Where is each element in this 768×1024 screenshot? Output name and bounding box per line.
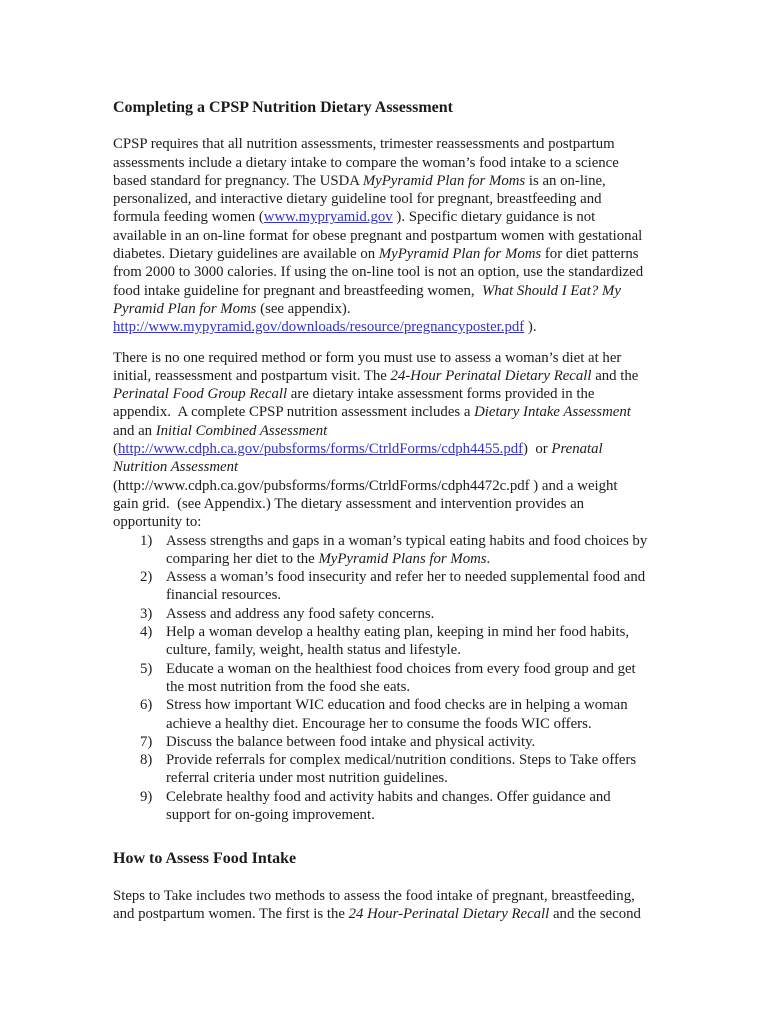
text-line — [113, 245, 733, 263]
italic-text-run: Nutrition Assessment — [113, 459, 239, 476]
text-run: ) or — [523, 441, 552, 458]
list-item — [113, 568, 733, 605]
text-run: and the — [591, 367, 639, 384]
text-line — [113, 403, 733, 421]
text-run: gain grid. (see Appendix.) The dietary assessment and intervention provides an — [113, 495, 585, 512]
italic-text-run: Perinatal Food Group Recall — [113, 386, 288, 403]
text-run: Discuss the balance between food intake and physical activity. — [166, 733, 536, 750]
text-run: CPSP requires that all nutrition assessments, trimester reassessments and postpartum — [113, 136, 615, 153]
text-run: Celebrate healthy food and activity habits and changes. Offer guidance and — [166, 788, 611, 805]
list-item-body — [166, 605, 733, 623]
italic-text-run: 24 Hour-Perinatal Dietary Recall — [348, 905, 550, 922]
text-line — [113, 318, 733, 336]
text-line — [113, 440, 733, 458]
text-run: ). Specific dietary guidance is not — [392, 209, 596, 226]
hyperlink[interactable]: http://www.cdph.ca.gov/pubsforms/forms/CtrldForms/cdph4455.pdf — [117, 441, 524, 458]
text-run: culture, family, weight, health status and lifestyle. — [166, 642, 461, 659]
text-run: personalized, and interactive dietary guideline tool for pregnant, breastfeeding and — [113, 191, 602, 208]
italic-text-run: 24-Hour Perinatal Dietary Recall — [390, 367, 592, 384]
text-run: achieve a healthy diet. Encourage her to consume the foods WIC offers. — [166, 715, 592, 732]
text-run: support for on-going improvement. — [166, 806, 375, 823]
italic-text-run: Initial Combined Assessment — [155, 422, 328, 439]
text-line — [166, 605, 733, 623]
text-line — [113, 385, 733, 403]
text-line — [166, 715, 733, 733]
text-run: appendix. A complete CPSP nutrition assessment includes a — [113, 404, 475, 421]
text-line — [113, 458, 733, 476]
text-run: and the second — [549, 905, 641, 922]
list-item-number: 1) — [140, 532, 153, 549]
text-line — [166, 550, 733, 568]
list-item — [113, 623, 733, 660]
italic-text-run: MyPyramid Plan for Moms — [362, 172, 526, 189]
text-line — [113, 263, 733, 281]
text-run: referral criteria under most nutrition guidelines. — [166, 770, 448, 787]
list-item-number: 6) — [140, 697, 153, 714]
text-run: There is no one required method or form you must use to assess a woman’s diet at her — [113, 349, 622, 366]
text-line — [166, 788, 733, 806]
italic-text-run: MyPyramid Plan for Moms — [378, 246, 542, 263]
text-run: comparing her diet to the — [166, 550, 319, 567]
text-run: (see appendix). — [256, 300, 351, 317]
text-line — [113, 422, 733, 440]
text-run: is an on-line, — [525, 172, 606, 189]
text-run: formula feeding women ( — [113, 209, 264, 226]
italic-text-run: What Should I Eat? My — [481, 282, 621, 299]
text-run: ( — [113, 441, 118, 458]
list-item-number: 4) — [140, 624, 153, 641]
list-item — [113, 733, 733, 751]
list-item-number: 7) — [140, 733, 153, 750]
text-run: Assess a woman’s food insecurity and refer her to needed supplemental food and — [166, 569, 646, 586]
document-content — [113, 99, 733, 923]
list-item-number: 5) — [140, 660, 153, 677]
text-line — [113, 190, 733, 208]
text-run: opportunity to: — [113, 514, 202, 531]
methods-paragraph — [113, 349, 733, 532]
text-run: (http://www.cdph.ca.gov/pubsforms/forms/CtrldForms/cdph4472c.pdf ) and a weight — [113, 477, 618, 494]
text-line — [166, 586, 733, 604]
text-line — [166, 806, 733, 824]
text-line — [166, 660, 733, 678]
text-run: available in an on-line format for obese pregnant and postpartum women with gestational — [113, 227, 643, 244]
text-run: diabetes. Dietary guidelines are available on — [113, 246, 379, 263]
text-line — [166, 641, 733, 659]
text-run: from 2000 to 3000 calories. If using the on-line tool is not an option, use the standardized — [113, 264, 644, 281]
text-line — [166, 623, 733, 641]
intro-paragraph — [113, 135, 733, 336]
italic-text-run: Prenatal — [551, 441, 603, 458]
text-line — [166, 769, 733, 787]
list-item-number: 9) — [140, 788, 153, 805]
text-line — [113, 282, 733, 300]
text-line — [113, 887, 733, 905]
text-run: . — [486, 550, 491, 567]
list-item — [113, 751, 733, 788]
text-run: and an — [113, 422, 156, 439]
text-run: Provide referrals for complex medical/nutrition conditions. Steps to Take offers — [166, 752, 637, 769]
text-run: food intake guideline for pregnant and breastfeeding women, — [113, 282, 482, 299]
text-run: for diet patterns — [541, 246, 639, 263]
section-heading: How to Assess Food Intake — [113, 850, 297, 868]
text-run: are dietary intake assessment forms provided in the — [287, 386, 595, 403]
text-run: ). — [524, 319, 537, 336]
text-line — [113, 135, 733, 153]
hyperlink[interactable]: www.mypryamid.gov — [263, 209, 393, 226]
text-run: Stress how important WIC education and food checks are in helping a woman — [166, 697, 628, 714]
document-title: Completing a CPSP Nutrition Dietary Assessment — [113, 99, 453, 116]
list-item — [113, 605, 733, 623]
list-item — [113, 660, 733, 697]
text-run: Assess strengths and gaps in a woman’s typical eating habits and food choices by — [166, 532, 648, 549]
text-run: assessments include a dietary intake to compare the woman’s food intake to a science — [113, 154, 619, 171]
text-line — [113, 905, 733, 923]
text-line — [166, 751, 733, 769]
text-line — [113, 300, 733, 318]
text-run: Steps to Take includes two methods to assess the food intake of pregnant, breastfeeding, — [113, 887, 635, 904]
list-item-number: 2) — [140, 569, 153, 586]
list-item-number: 8) — [140, 752, 153, 769]
text-run: based standard for pregnancy. The USDA — [113, 172, 363, 189]
text-line — [113, 208, 733, 226]
text-line — [166, 532, 733, 550]
text-run: Assess and address any food safety concerns. — [166, 605, 435, 622]
text-line — [166, 568, 733, 586]
italic-text-run: MyPyramid Plans for Moms — [318, 550, 487, 567]
list-item-body — [166, 751, 733, 788]
text-line — [113, 227, 733, 245]
list-item-body — [166, 733, 733, 751]
hyperlink[interactable]: http://www.mypyramid.gov/downloads/resource/pregnancyposter.pdf — [113, 319, 525, 336]
text-line — [166, 696, 733, 714]
list-item-body — [166, 696, 733, 733]
list-item — [113, 696, 733, 733]
text-line — [113, 495, 733, 513]
text-run: the most nutrition from the food she eats. — [166, 678, 411, 695]
text-run: and postpartum women. The first is the — [113, 905, 349, 922]
italic-text-run: Dietary Intake Assessment — [474, 404, 631, 421]
list-item — [113, 532, 733, 569]
opportunity-list — [113, 532, 733, 825]
list-item — [113, 788, 733, 825]
assess-intake-paragraph — [113, 887, 733, 924]
text-run: Help a woman develop a healthy eating plan, keeping in mind her food habits, — [166, 624, 630, 641]
text-line — [166, 733, 733, 751]
text-line — [113, 477, 733, 495]
text-run: financial resources. — [166, 587, 282, 604]
text-line — [113, 367, 733, 385]
text-line — [113, 172, 733, 190]
list-item-body — [166, 623, 733, 660]
list-item-body — [166, 660, 733, 697]
text-run: initial, reassessment and postpartum visit. The — [113, 367, 391, 384]
text-line — [113, 349, 733, 367]
list-item-body — [166, 788, 733, 825]
list-item-body — [166, 568, 733, 605]
list-item-number: 3) — [140, 605, 153, 622]
italic-text-run: Pyramid Plan for Moms — [113, 300, 257, 317]
text-line — [166, 678, 733, 696]
text-run: Educate a woman on the healthiest food choices from every food group and get — [166, 660, 636, 677]
text-line — [113, 154, 733, 172]
list-item-body — [166, 532, 733, 569]
text-line — [113, 513, 733, 531]
